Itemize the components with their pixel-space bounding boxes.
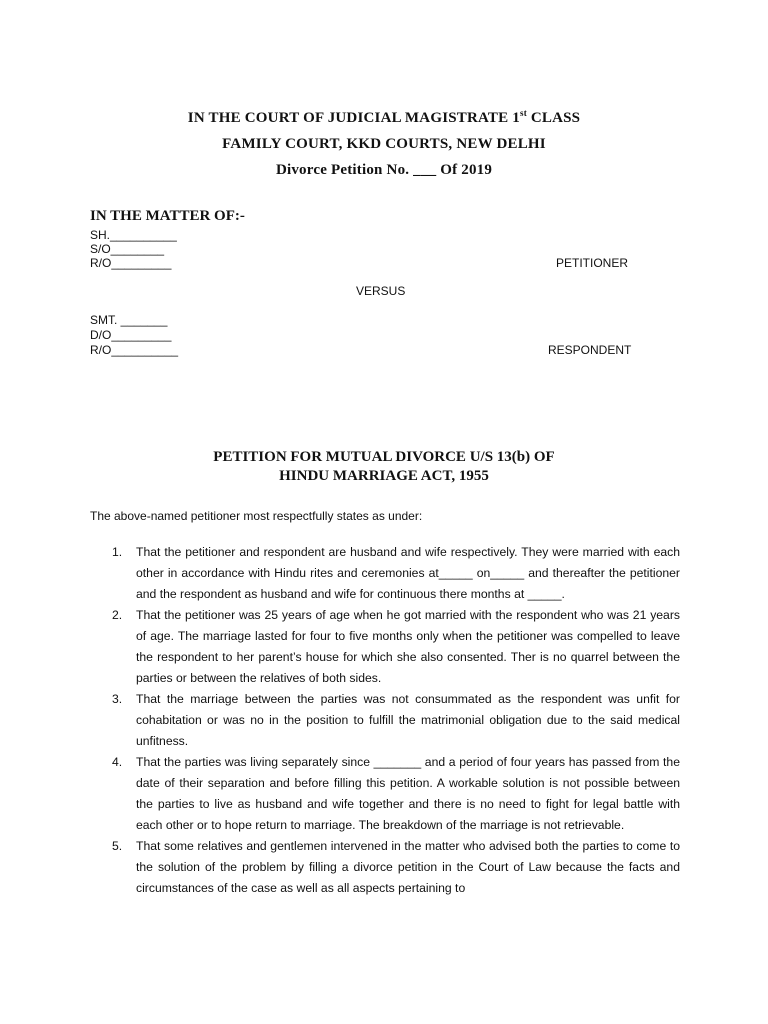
petitioner-name-line: SH.__________ <box>90 228 177 242</box>
matter-heading: IN THE MATTER OF:- <box>90 208 245 224</box>
list-item-number: 5. <box>112 839 123 853</box>
list-item-number: 2. <box>112 608 123 622</box>
petition-title-line1: PETITION FOR MUTUAL DIVORCE U/S 13(b) OF <box>213 449 555 465</box>
petition-number: Divorce Petition No. ___ Of 2019 <box>275 162 493 178</box>
list-item <box>90 752 680 836</box>
list-item <box>90 542 680 605</box>
respondent-daughter-of-line: D/O_________ <box>90 328 172 342</box>
court-heading-superscript: st <box>520 108 527 118</box>
intro-text: The above-named petitioner most respectfully states as under: <box>90 509 423 523</box>
court-heading-text: IN THE COURT OF JUDICIAL MAGISTRATE 1 <box>187 110 520 126</box>
court-heading <box>0 110 768 127</box>
respondent-name-line: SMT. _______ <box>90 313 168 327</box>
petitioner-son-of-line: S/O________ <box>90 242 165 256</box>
petitioner-label: PETITIONER <box>556 256 629 270</box>
list-item-number: 4. <box>112 755 123 769</box>
versus-label: VERSUS <box>356 284 406 298</box>
petitioner-resident-line: R/O_________ <box>90 256 172 270</box>
list-item-text: That the petitioner and respondent are husband and wife respectively. They were married with each other in accordance with Hindu rites and ceremonies at_____ on_____ and thereafter the petitioner and the respondent as husband and wife for continuous there months at _____. <box>136 545 680 601</box>
list-item-text: That the marriage between the parties was not consummated as the respondent was unfit for cohabitation or was no in the position to fulfill the matrimonial obligation due to the said medical unfitness. <box>136 692 680 748</box>
list-item <box>90 836 680 899</box>
numbered-list <box>90 542 680 899</box>
list-item-text: That the petitioner was 25 years of age when he got married with the respondent who was 21 years of age. The marriage lasted for four to five months only when the petitioner was compelled to leave the respondent to her parent’s house for which she also consented. Ther is no quarrel between the parties or between the relatives of both sides. <box>136 608 680 685</box>
list-item <box>90 605 680 689</box>
list-item-number: 3. <box>112 692 123 706</box>
petition-title-line2: HINDU MARRIAGE ACT, 1955 <box>279 468 489 484</box>
respondent-resident-line: R/O__________ <box>90 343 179 357</box>
list-item <box>90 689 680 752</box>
list-item-text: That some relatives and gentlemen intervened in the matter who advised both the parties to come to the solution of the problem by filling a divorce petition in the Court of Law because the facts and circumstances of the case as well as all aspects pertaining to <box>136 839 680 895</box>
respondent-label: RESPONDENT <box>548 343 632 357</box>
list-item-text: That the parties was living separately since _______ and a period of four years has passed from the date of their separation and before filling this petition. A workable solution is not possible between the parties to live as husband and wife together and there is no need to fight for legal battle with each other or to hope return to marriage. The breakdown of the marriage is not retrievable. <box>136 755 680 832</box>
court-name: FAMILY COURT, KKD COURTS, NEW DELHI <box>222 136 546 152</box>
court-heading-class: CLASS <box>526 110 581 126</box>
list-item-number: 1. <box>112 545 123 559</box>
